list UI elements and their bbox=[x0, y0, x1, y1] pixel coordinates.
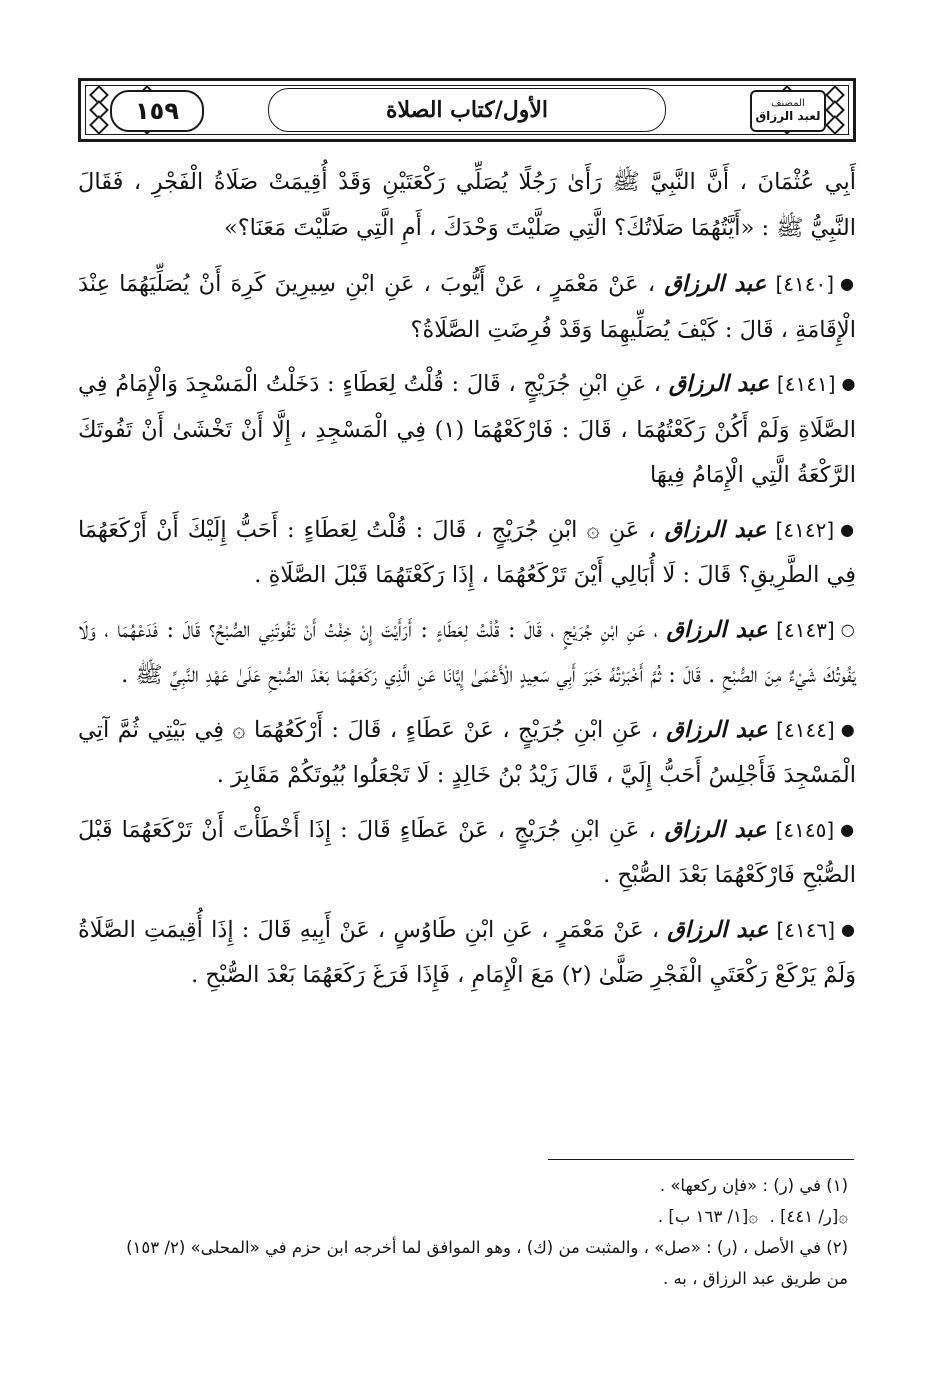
manuscript-ref: ۞[١/ ١٦٣ ب] . bbox=[657, 1207, 758, 1226]
narrator-name: عبد الرزاق bbox=[664, 816, 767, 843]
book-logo-line2: لعبد الرزاق bbox=[755, 108, 821, 123]
hadith-text: ، عَنِ ۞ ابْنِ جُرَيْجٍ ، قَالَ : قُلْتُ لِعَطَاءٍ : أَحَبُّ إِلَيْكَ أَنْ أَرْكَعَهُمَا فِي الطَّرِيقِ؟ قَالَ : لَا أُبَالِي أَيْنَ تَرْكَعُهُمَا ، إِذَا رَكَعْتَهُمَا قَبْلَ الصَّلَاةِ . bbox=[78, 516, 856, 588]
page-number-box bbox=[110, 90, 204, 132]
hadith-entry bbox=[78, 507, 856, 599]
footnote-1: (١) في (ر) : «فإن ركعها» . bbox=[659, 1176, 848, 1195]
ornament-right-outer bbox=[824, 88, 846, 132]
running-title: الأول/كتاب الصلاة bbox=[385, 97, 549, 123]
hadith-text: ، عَنِ ابْنِ جُرَيْجٍ ، قَالَ : قُلْتُ لِعَطَاءٍ : دَخَلْتُ الْمَسْجِدَ وَالْإِمَامُ فِي الصَّلَاةِ وَلَمْ أَكُنْ رَكَعْتُهُمَا ، قَالَ : فَارْكَعْهُمَا (١) فِي الْمَسْجِدِ ، إِلَّا أَنْ تَخْشَىٰ أَنْ تَفُوتَكَ الرَّكْعَةُ الَّتِي الْإِمَامُ فِيهَا bbox=[78, 371, 856, 488]
hadith-entry bbox=[78, 707, 856, 799]
hadith-text: ، عَنِ ابْنِ جُرَيْجٍ ، قَالَ : قُلْتُ لِعَطَاءٍ : أَرَأَيْتَ إِنْ خِفْتُ أَنْ تَفُوتَنِي الصُّبْحُ؟ قَالَ : فَدَعْهُمَا ، وَلَا يَفُوتُكَ شَيْءٌ مِنَ الصُّبْحِ . قَالَ : ثُمَّ أَخْبَرْتُهُ خَبَرَ أَبِي سَعِيدٍ الْأَعْمَىٰ إِيَّانَا عَنِ الَّذِي رَكَعَهُمَا بَعْدَ الصُّبْحِ عَلَىٰ عَهْدِ النَّبِيِّ ﷺ . bbox=[78, 616, 856, 688]
narrator-name: عبد الرزاق bbox=[664, 516, 767, 543]
manuscript-ref: ۞[ر/ ٤٤١] . bbox=[769, 1207, 848, 1226]
hadith-entry bbox=[78, 907, 856, 999]
paragraph-continuation bbox=[78, 160, 856, 251]
hadith-text: ، عَنِ ابْنِ جُرَيْجٍ ، عَنْ عَطَاءٍ ، قَالَ : أَرْكَعُهُمَا ۞ فِي بَيْتِي ثُمَّ آتِي الْمَسْجِدَ فَأَجْلِسُ أَحَبُّ إِلَيَّ ، قَالَ زَيْدُ بْنُ خَالِدٍ : لَا تَجْعَلُوا بُيُوتَكُمْ مَقَابِرَ . bbox=[78, 716, 856, 788]
hadith-entry bbox=[78, 607, 856, 699]
hadith-number: [٤١٤٠] bbox=[775, 272, 835, 296]
footnote-2-continued: من طريق عبد الرزاق ، به . bbox=[662, 1269, 848, 1288]
hadith-entry bbox=[78, 261, 856, 353]
narrator-name: عبد الرزاق bbox=[664, 271, 767, 297]
footnote-separator bbox=[548, 1159, 854, 1160]
narrator-name: عبد الرزاق bbox=[668, 371, 770, 397]
paragraph-text: أَبِي عُثْمَانَ ، أَنَّ النَّبِيَّ ﷺ رَأَىٰ رَجُلًا يُصَلِّي رَكْعَتَيْنِ وَقَدْ أُقِيمَتْ صَلَاةُ الْفَجْرِ ، فَقَالَ النَّبِيُّ ﷺ : «أَيَّتُهُمَا صَلَاتُكَ؟ الَّتِي صَلَّيْتَ وَحْدَكَ ، أَمِ الَّتِي صَلَّيْتَ مَعَنَا؟» bbox=[78, 169, 856, 241]
manuscript-refs bbox=[78, 1201, 848, 1232]
hadith-entry bbox=[78, 361, 856, 499]
hadith-text: ، عَنِ ابْنِ جُرَيْجٍ ، عَنْ عَطَاءٍ قَالَ : إِذَا أَخْطَأْتَ أَنْ تَرْكَعَهُمَا قَبْلَ الصُّبْحِ فَارْكَعْهُمَا بَعْدَ الصُّبْحِ . bbox=[78, 816, 856, 888]
hadith-entry bbox=[78, 807, 856, 899]
main-text bbox=[78, 160, 856, 1007]
book-logo bbox=[750, 90, 826, 132]
hadith-number: [٤١٤١] bbox=[776, 372, 836, 396]
footnote-2: (٢) في الأصل ، (ر) : «صل» ، والمثبت من (ك) ، وهو الموافق لما أخرجه ابن حزم في «المحلى» (٢/ ١٥٣) bbox=[126, 1238, 848, 1257]
narrator-name: عبد الرزاق bbox=[667, 916, 769, 943]
entry-marker-icon: ● bbox=[840, 274, 856, 293]
entry-marker-icon: ○ bbox=[840, 619, 856, 639]
running-title-box bbox=[268, 88, 666, 132]
entry-marker-icon: ● bbox=[841, 919, 857, 939]
hadith-text: ، عَنْ مَعْمَرٍ ، عَنِ ابْنِ طَاوُسٍ ، عَنْ أَبِيهِ قَالَ : إِذَا أُقِيمَتِ الصَّلَاةُ وَلَمْ يَرْكَعْ رَكْعَتَيِ الْفَجْرِ صَلَّىٰ (٢) مَعَ الْإِمَامِ ، فَإِذَا فَرَغَ رَكَعَهُمَا بَعْدَ الصُّبْحِ . bbox=[78, 916, 856, 988]
page-number: ١٥٩ bbox=[135, 97, 179, 125]
entry-marker-icon: ● bbox=[840, 519, 857, 539]
page-header bbox=[78, 78, 856, 142]
entry-marker-icon: ● bbox=[841, 374, 856, 393]
hadith-number: [٤١٤٢] bbox=[775, 517, 835, 542]
ornament-left-outer bbox=[88, 88, 110, 132]
entry-marker-icon: ● bbox=[840, 719, 856, 739]
narrator-name: عبد الرزاق bbox=[666, 716, 768, 743]
entry-marker-icon: ● bbox=[840, 819, 856, 839]
hadith-number: [٤١٤٥] bbox=[775, 817, 835, 842]
hadith-number: [٤١٤٣] bbox=[776, 617, 835, 642]
hadith-number: [٤١٤٦] bbox=[776, 917, 836, 942]
hadith-text: ، عَنْ مَعْمَرٍ ، عَنْ أَيُّوبَ ، عَنِ ابْنِ سِيرِينَ كَرِهَ أَنْ يُصَلِّيَهُمَا عِنْدَ الْإِقَامَةِ ، قَالَ : كَيْفَ يُصَلِّيهِمَا وَقَدْ فُرِضَتِ الصَّلَاةُ؟ bbox=[78, 271, 856, 343]
hadith-number: [٤١٤٤] bbox=[776, 717, 835, 742]
book-logo-line1: المصنف bbox=[771, 98, 805, 110]
narrator-name: عبد الرزاق bbox=[666, 616, 768, 643]
footnotes bbox=[78, 1170, 848, 1294]
